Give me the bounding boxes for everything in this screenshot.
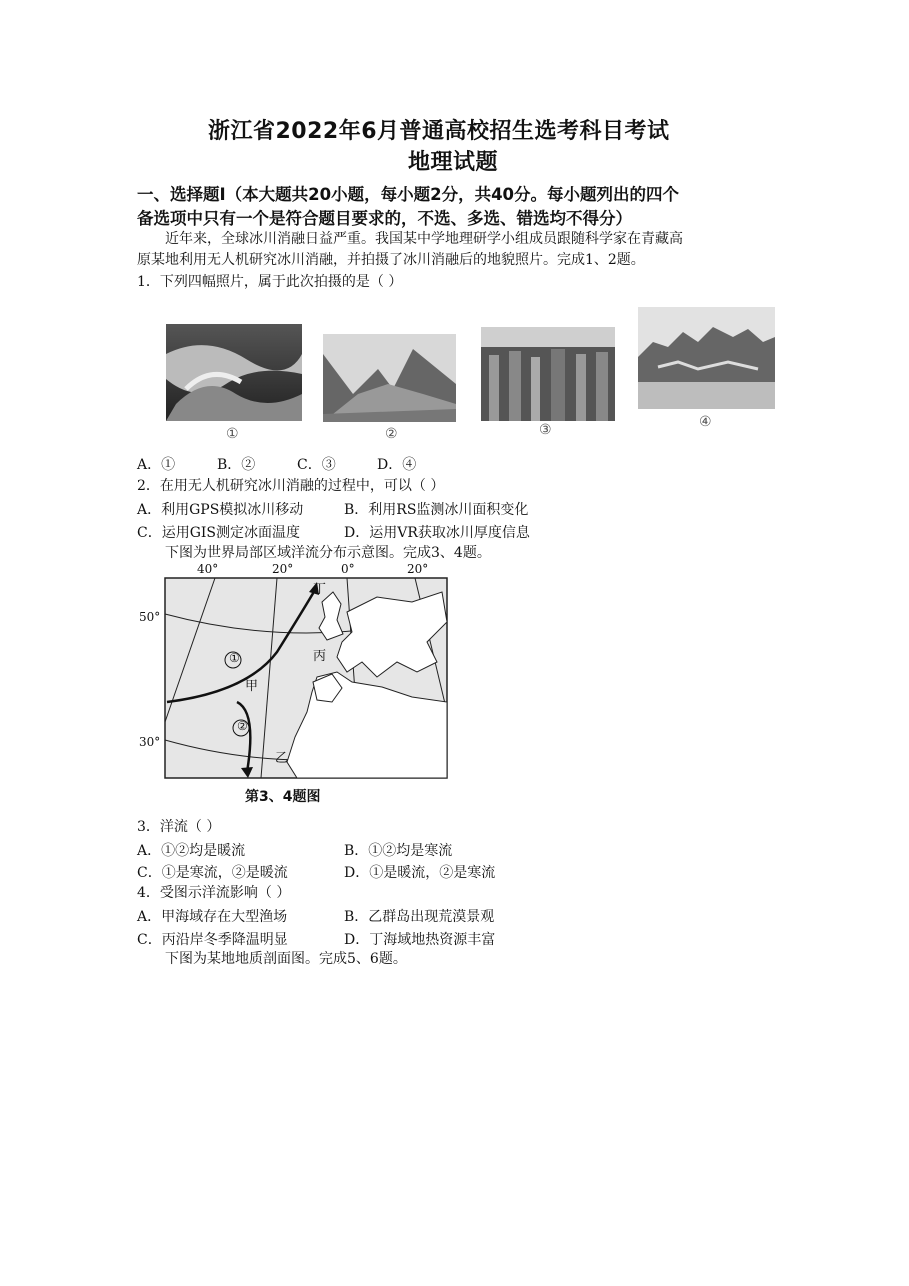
ocean-current-map <box>137 562 452 807</box>
photo-1 <box>166 324 302 421</box>
q2-option-a[interactable]: A．利用GPS模拟冰川移动 <box>137 502 304 518</box>
q4-option-d[interactable]: D．丁海域地热资源丰富 <box>344 932 496 948</box>
q2-option-b[interactable]: B．利用RS监测冰川面积变化 <box>344 502 529 518</box>
intro3: 下图为某地地质剖面图。完成5、6题。 <box>165 951 407 967</box>
intro1-line2: 原某地利用无人机研究冰川消融，并拍摄了冰川消融后的地貌照片。完成1、2题。 <box>137 252 645 268</box>
lon-label-0: 0° <box>341 562 355 576</box>
question-1-stem: 1．下列四幅照片，属于此次拍摄的是（ ） <box>137 274 403 290</box>
lon-label-20w: 20° <box>272 562 294 576</box>
q4-option-a[interactable]: A．甲海域存在大型渔场 <box>137 909 288 925</box>
intro2: 下图为世界局部区域洋流分布示意图。完成3、4题。 <box>165 545 491 561</box>
q1-option-c[interactable]: C．③ <box>297 457 336 473</box>
q3-option-a[interactable]: A．①②均是暖流 <box>137 843 246 859</box>
lat-label-30n: 30° <box>139 735 161 749</box>
q2-option-d[interactable]: D．运用VR获取冰川厚度信息 <box>344 525 530 541</box>
question-2-stem: 2．在用无人机研究冰川消融的过程中，可以（ ） <box>137 478 445 494</box>
q3-option-d[interactable]: D．①是暖流，②是寒流 <box>344 865 496 881</box>
photo-label-3: ③ <box>539 422 552 438</box>
page-subtitle: 地理试题 <box>408 150 499 175</box>
photo-2 <box>323 334 456 422</box>
question-4-stem: 4．受图示洋流影响（ ） <box>137 885 291 901</box>
intro1-line1: 近年来，全球冰川消融日益严重。我国某中学地理研学小组成员跟随科学家在青藏高 <box>165 231 683 247</box>
photo-label-1: ① <box>226 426 239 442</box>
photo-label-2: ② <box>385 426 398 442</box>
lon-label-20e: 20° <box>407 562 429 576</box>
lat-label-50n: 50° <box>139 610 161 624</box>
place-label-ding: 丁 <box>313 582 327 597</box>
q1-option-d[interactable]: D．④ <box>377 457 417 473</box>
current-label-1: ① <box>229 651 240 665</box>
photo-label-4: ④ <box>699 414 712 430</box>
q4-option-b[interactable]: B．乙群岛出现荒漠景观 <box>344 909 495 925</box>
place-label-yi: 乙 <box>275 751 289 766</box>
q2-option-c[interactable]: C．运用GIS测定冰面温度 <box>137 525 301 541</box>
question-3-stem: 3．洋流（ ） <box>137 819 221 835</box>
q1-option-b[interactable]: B．② <box>217 457 256 473</box>
current-label-2: ② <box>237 719 248 733</box>
section-header-line1: 一、选择题Ⅰ（本大题共20小题，每小题2分，共40分。每小题列出的四个 <box>137 185 680 204</box>
photo-4 <box>638 307 775 409</box>
q3-option-c[interactable]: C．①是寒流，②是暖流 <box>137 865 288 881</box>
q3-option-b[interactable]: B．①②均是寒流 <box>344 843 453 859</box>
section-header-line2: 备选项中只有一个是符合题目要求的，不选、多选、错选均不得分） <box>137 209 632 228</box>
place-label-jia: 甲 <box>245 679 259 694</box>
q4-option-c[interactable]: C．丙沿岸冬季降温明显 <box>137 932 288 948</box>
photo-3 <box>481 327 615 421</box>
place-label-bing: 丙 <box>313 649 327 664</box>
q1-option-a[interactable]: A．① <box>137 457 176 473</box>
lon-label-40w: 40° <box>197 562 219 576</box>
page-title: 浙江省2022年6月普通高校招生选考科目考试 <box>208 119 670 144</box>
map-caption: 第3、4题图 <box>245 789 321 805</box>
